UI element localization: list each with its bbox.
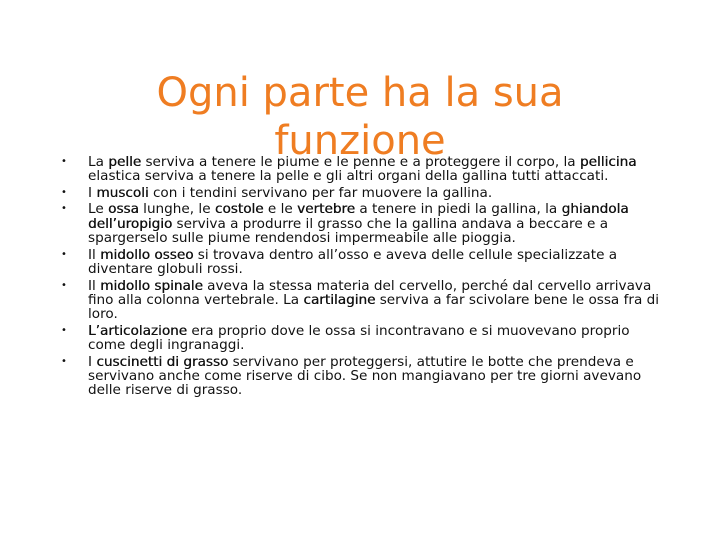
- bullet-text: si trovava dentro all’osso e aveva delle cellule specializzate a diventare globuli rossi.: [88, 246, 618, 277]
- bullet-text: Il: [88, 277, 101, 294]
- bullet-text: servivano per proteggersi, attutire le botte che prendeva e servivano anche come riserve di cibo. Se non mangiavano per tre giorni avevano delle riserve di grasso.: [88, 353, 642, 399]
- bullet-item: [58, 355, 668, 398]
- bullet-item: [58, 202, 668, 245]
- keyword-term: vertebre: [297, 201, 356, 218]
- bullet-text: lunghe, le: [138, 201, 215, 218]
- keyword-term: midollo osseo: [100, 246, 194, 263]
- keyword-term: L’articolazione: [88, 322, 188, 339]
- bullet-dot-icon: •: [61, 248, 67, 260]
- slide-title: [60, 69, 660, 165]
- bullet-dot-icon: •: [61, 203, 67, 215]
- keyword-term: muscoli: [96, 184, 149, 201]
- bullet-text: serviva a tenere le piume e le penne e a proteggere il corpo, la: [141, 154, 580, 170]
- keyword-term: cuscinetti di grasso: [96, 353, 229, 370]
- bullet-text: I: [88, 184, 97, 201]
- bullet-text: Il: [88, 246, 101, 263]
- bullet-item: [58, 155, 668, 184]
- bullet-text: I: [88, 353, 97, 370]
- bullet-list: [58, 155, 668, 400]
- bullet-text: Le: [88, 201, 109, 218]
- bullet-dot-icon: •: [61, 355, 67, 367]
- keyword-term: pelle: [108, 154, 142, 170]
- keyword-term: ossa: [108, 201, 139, 218]
- bullet-text: era proprio dove le ossa si incontravano e si muovevano proprio come degli ingranaggi.: [88, 322, 630, 354]
- bullet-item: [58, 279, 668, 322]
- bullet-text: e le: [263, 201, 298, 218]
- bullet-item: [58, 186, 668, 200]
- bullet-text: serviva a produrre il grasso che la gallina andava a beccare e a spargerselo sulle piume rendendosi impermeabile alle pioggia.: [88, 215, 609, 247]
- keyword-term: pellicina: [579, 154, 637, 170]
- bullet-dot-icon: •: [61, 156, 67, 167]
- bullet-text: serviva a far scivolare bene le ossa fra di loro.: [88, 291, 660, 323]
- bullet-dot-icon: •: [61, 324, 67, 336]
- keyword-term: ghiandola dell’uropigio: [88, 201, 629, 232]
- keyword-term: costole: [214, 201, 264, 218]
- keyword-term: midollo spinale: [100, 277, 203, 294]
- slide-title-line-1: Ogni parte ha la sua: [156, 69, 564, 116]
- bullet-dot-icon: •: [61, 186, 67, 198]
- bullet-item: [58, 324, 668, 353]
- bullet-text: a tenere in piedi la gallina, la: [355, 201, 562, 218]
- bullet-dot-icon: •: [61, 279, 67, 291]
- keyword-term: cartilagine: [303, 291, 376, 308]
- bullet-text: La: [88, 154, 109, 170]
- bullet-text: con i tendini servivano per far muovere la gallina.: [148, 184, 493, 201]
- slide-title-line-2: funzione: [274, 117, 446, 164]
- bullet-item: [58, 248, 668, 277]
- bullet-text: aveva la stessa materia del cervello, perché dal cervello arrivava fino alla colonna vertebrale. La: [88, 277, 652, 308]
- bullet-text: elastica serviva a tenere la pelle e gli altri organi della gallina tutti attaccati.: [88, 168, 609, 185]
